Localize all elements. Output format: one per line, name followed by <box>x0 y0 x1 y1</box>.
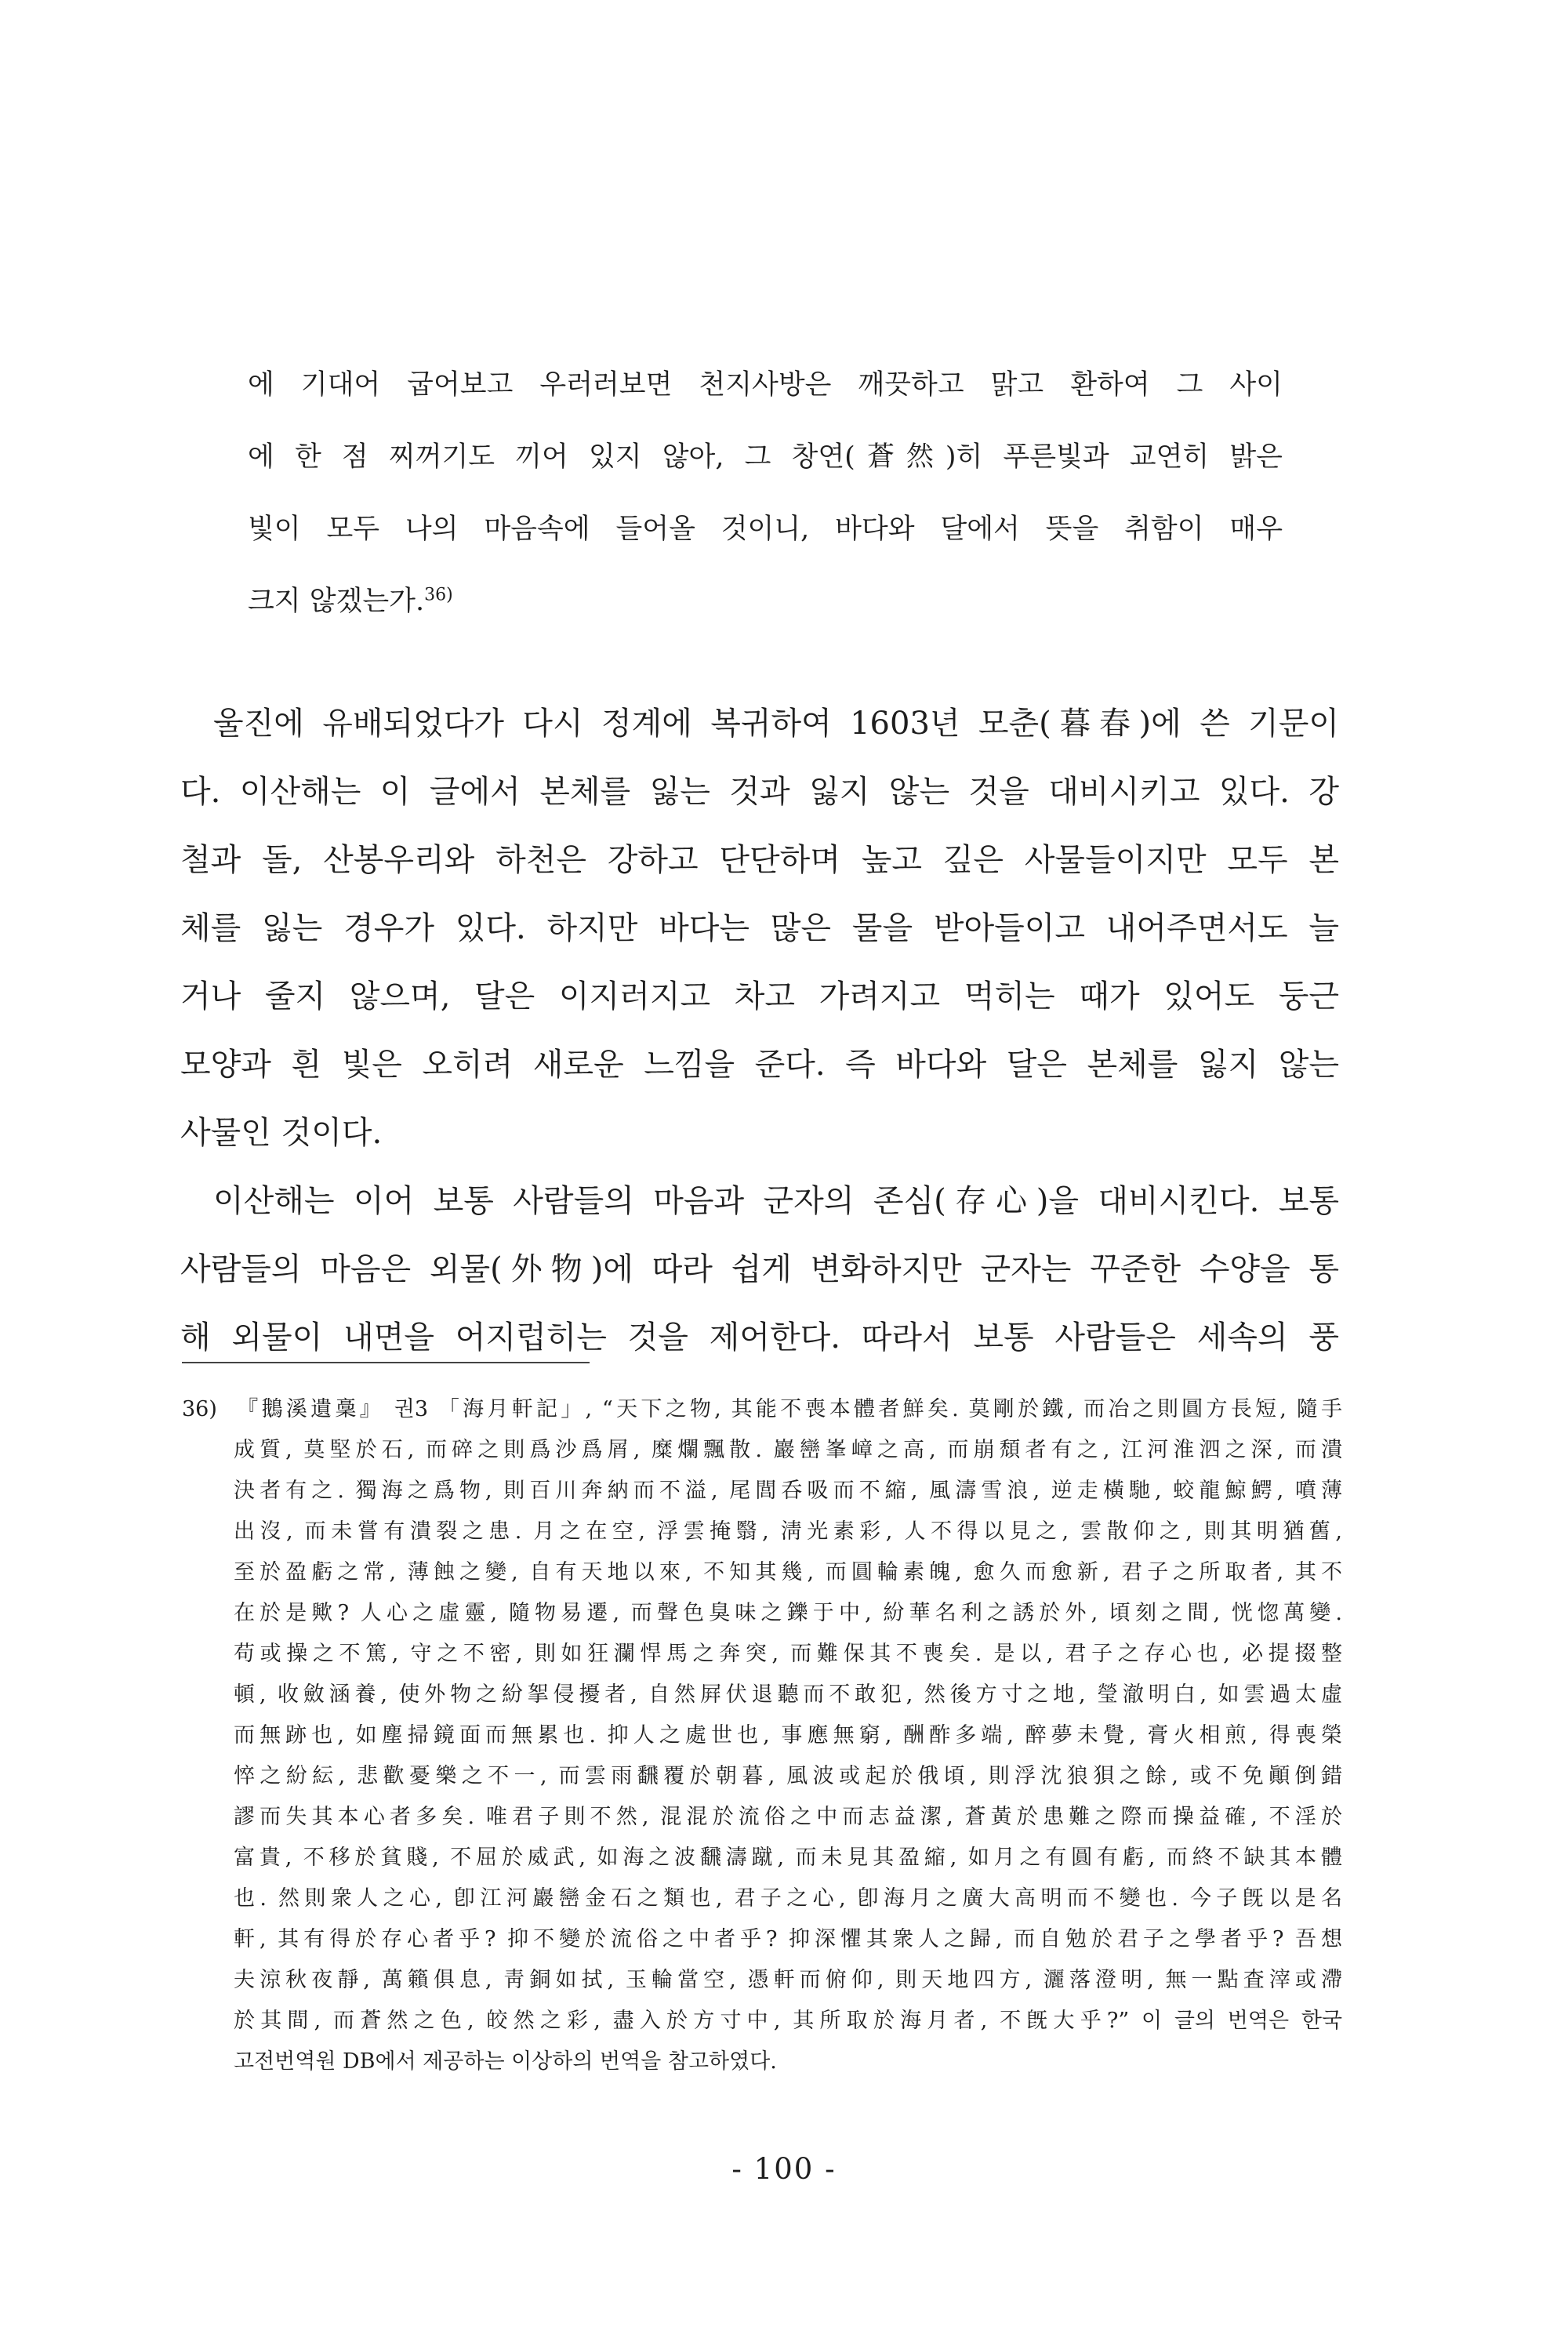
footnote-line: 謬而失其本心者多矣. 唯君子則不然, 混混於流俗之中而志益潔, 蒼黃於患難之際而操益確, 不淫於 <box>234 1805 1342 1829</box>
footnote-line: 悴之紛紜, 悲歡憂樂之不一, 而雲雨飜覆於朝暮, 風波或起於俄頃, 則浮沈狼狽之餘, 或不免顚倒錯 <box>234 1764 1342 1788</box>
quote-line-text: 크지 않겠는가. <box>248 586 425 617</box>
footnote-text: 『鵝溪遺稾』 권3 「海月軒記」, “天下之物, 其能不喪本體者鮮矣. 莫剛於鐵, 而冶之則圓方長短, 隨手 <box>234 1397 1342 1421</box>
footnote-line: 出沒, 而未嘗有潰裂之患. 月之在空, 浮雲掩翳, 淸光素彩, 人不得以見之, 雲散仰之, 則其明猶舊, <box>234 1519 1342 1544</box>
footnote-line: 於其間, 而蒼然之色, 皎然之彩, 盡入於方寸中, 其所取於海月者, 不旣大乎?” 이 글의 번역은 한국 <box>234 2009 1342 2033</box>
footnote-divider <box>182 1362 590 1363</box>
footnote-line <box>182 1389 1342 1430</box>
paragraph-line: 이산해는 이어 보통 사람들의 마음과 군자의 존심(存心)을 대비시킨다. 보통 <box>213 1183 1339 1219</box>
footnote-line: 富貴, 不移於貧賤, 不屈於威武, 如海之波飜濤蹴, 而未見其盈縮, 如月之有圓有虧, 而終不缺其本體 <box>234 1846 1342 1870</box>
paragraph-line: 거나 줄지 않으며, 달은 이지러지고 차고 가려지고 먹히는 때가 있어도 둥근 <box>180 978 1339 1014</box>
body-text <box>180 690 1339 1372</box>
footnote-line: 成質, 莫堅於石, 而碎之則爲沙爲屑, 糜爛飄散. 巖巒峯嶂之高, 而崩頹者有之, 江河淮泗之深, 而潰 <box>234 1438 1342 1462</box>
page-number: - 100 - <box>731 2152 837 2186</box>
quote-line: 빛이 모두 나의 마음속에 들어올 것이니, 바다와 달에서 뜻을 취함이 매우 <box>248 514 1283 545</box>
paragraph-line: 울진에 유배되었다가 다시 정계에 복귀하여 1603년 모춘(暮春)에 쓴 기문이 <box>213 706 1339 742</box>
paragraph-line: 다. 이산해는 이 글에서 본체를 잃는 것과 잃지 않는 것을 대비시키고 있다. 강 <box>180 774 1339 810</box>
footnote-line: 至於盈虧之常, 薄蝕之變, 自有天地以來, 不知其幾, 而圓輪素魄, 愈久而愈新, 君子之所取者, 其不 <box>234 1560 1342 1584</box>
footnote-number: 36) <box>182 1397 217 1421</box>
footnote-line: 夫涼秋夜靜, 萬籟俱息, 靑銅如拭, 玉輪當空, 憑軒而俯仰, 則天地四方, 灑落澄明, 無一點査滓或滯 <box>234 1968 1342 1992</box>
paragraph-line: 철과 돌, 산봉우리와 하천은 강하고 단단하며 높고 깊은 사물들이지만 모두 본 <box>180 842 1339 878</box>
footnote-line: 在於是歟? 人心之虛靈, 隨物易遷, 而聲色臭味之鑠于中, 紛華名利之誘於外, 頃刻之間, 恍惚萬變. <box>234 1601 1342 1625</box>
footnote-reference[interactable]: 36) <box>424 585 453 605</box>
paragraph-line: 사물인 것이다. <box>180 1115 383 1151</box>
footnote-line: 決者有之. 獨海之爲物, 則百川奔納而不溢, 尾閭呑吸而不縮, 風濤雪浪, 逆走橫馳, 蛟龍鯨鰐, 噴薄 <box>234 1479 1342 1503</box>
footnote-line: 而無跡也, 如塵掃鏡面而無累也. 抑人之處世也, 事應無窮, 酬酢多端, 醉夢未覺, 膏火相煎, 得喪榮 <box>234 1723 1342 1748</box>
footnote-line: 고전번역원 DB에서 제공하는 이상하의 번역을 참고하였다. <box>234 2049 777 2074</box>
footnote <box>182 1389 1342 2082</box>
quote-line-last <box>248 565 1283 637</box>
footnote-line: 苟或操之不篤, 守之不密, 則如狂瀾悍馬之奔突, 而難保其不喪矣. 是以, 君子之存心也, 必提掇整 <box>234 1642 1342 1666</box>
footnote-line: 也. 然則衆人之心, 卽江河巖巒金石之類也, 君子之心, 卽海月之廣大高明而不變也. 今子旣以是名 <box>234 1886 1342 1911</box>
quote-line: 에 기대어 굽어보고 우러러보면 천지사방은 깨끗하고 맑고 환하여 그 사이 <box>248 369 1283 401</box>
quote-line: 에 한 점 찌꺼기도 끼어 있지 않아, 그 창연(蒼然)히 푸른빛과 교연히 밝은 <box>248 441 1283 473</box>
paragraph-line: 모양과 흰 빛은 오히려 새로운 느낌을 준다. 즉 바다와 달은 본체를 잃지 않는 <box>180 1047 1339 1083</box>
paragraph-line: 해 외물이 내면을 어지럽히는 것을 제어한다. 따라서 보통 사람들은 세속의 풍 <box>180 1319 1339 1356</box>
footnote-line: 軒, 其有得於存心者乎? 抑不變於流俗之中者乎? 抑深懼其衆人之歸, 而自勉於君子之學者乎? 吾想 <box>234 1927 1342 1951</box>
footnote-line: 頓, 收斂涵養, 使外物之紛挐侵擾者, 自然屛伏退聽而不敢犯, 然後方寸之地, 瑩澈明白, 如雲過太虛 <box>234 1682 1342 1707</box>
block-quote <box>248 349 1283 637</box>
paragraph-line: 체를 잃는 경우가 있다. 하지만 바다는 많은 물을 받아들이고 내어주면서도 늘 <box>180 910 1339 946</box>
paragraph-line: 사람들의 마음은 외물(外物)에 따라 쉽게 변화하지만 군자는 꾸준한 수양을 통 <box>180 1251 1339 1287</box>
